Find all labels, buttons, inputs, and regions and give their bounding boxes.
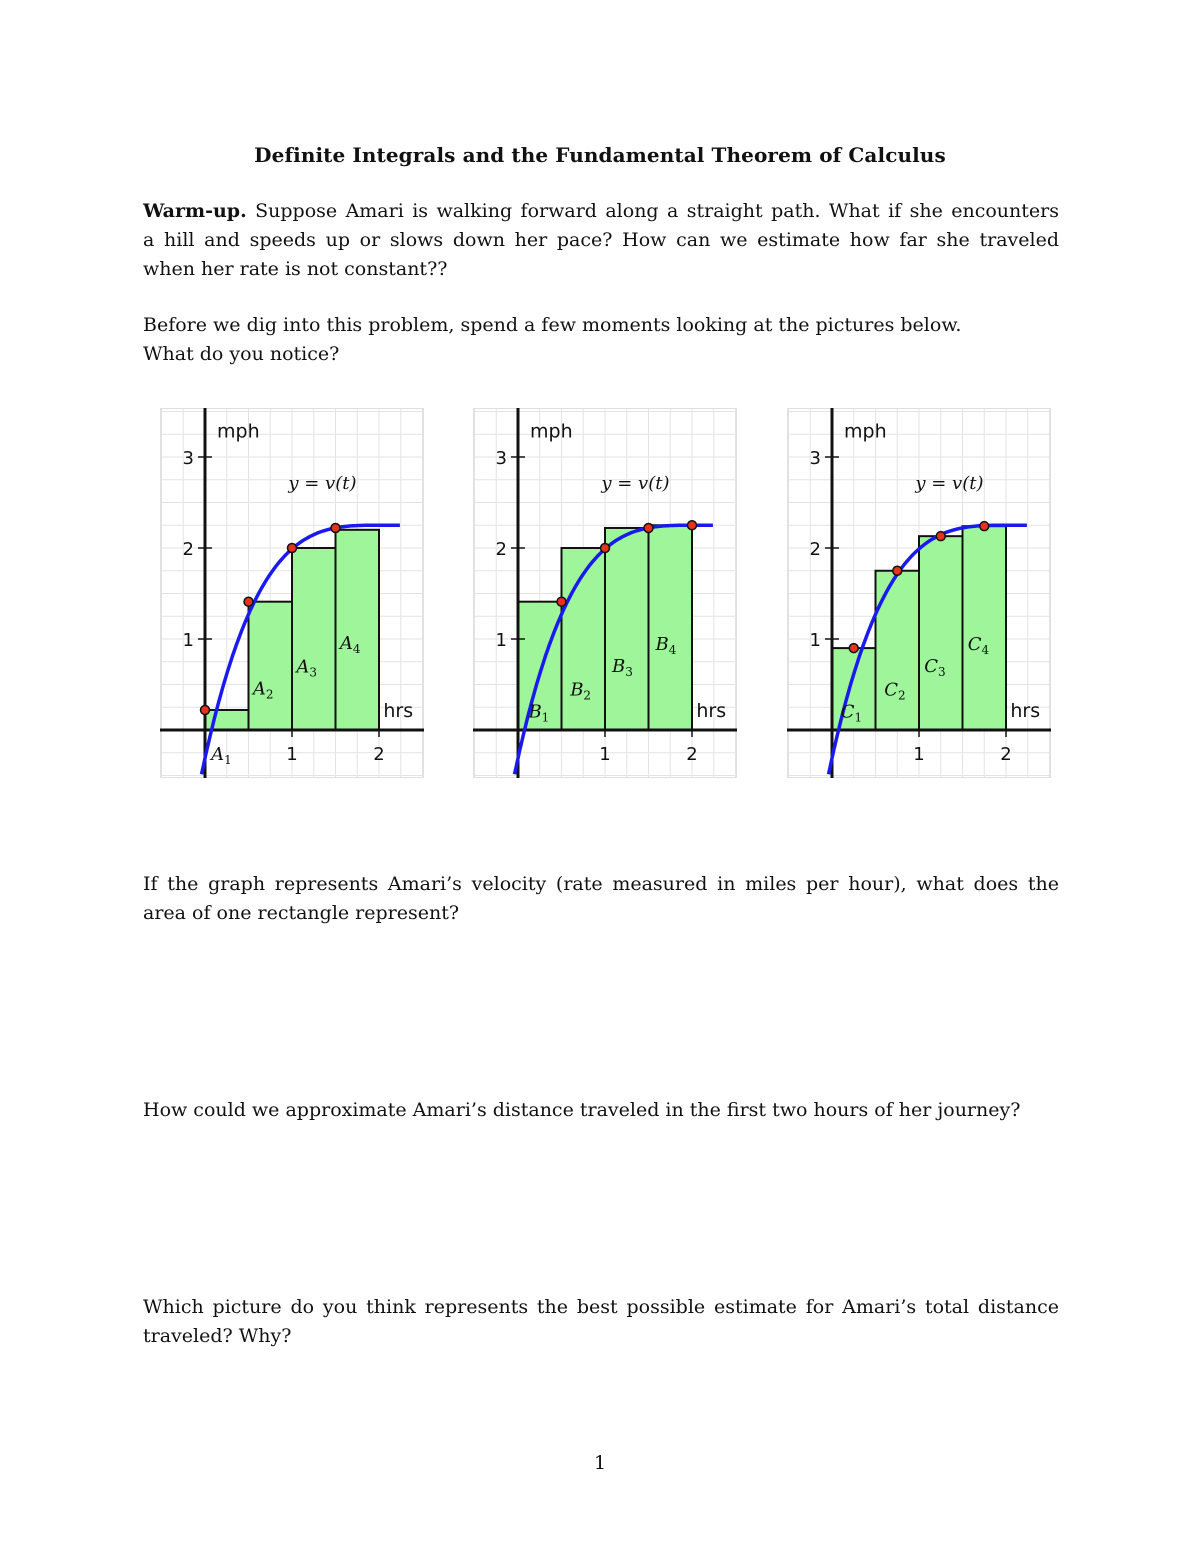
sample-point [244,597,253,606]
riemann-rect-2 [876,571,920,730]
y-tick-label: 2 [495,539,507,560]
x-tick-label: 1 [286,744,298,765]
riemann-rectangles [832,526,1006,730]
rect-label-C2: $C_2$ [884,679,906,703]
rect-label-A1: $A_1$ [211,744,232,768]
y-tick-label: 2 [809,539,821,560]
riemann-rect-3 [292,548,336,730]
sample-point [849,644,858,653]
question-3-line-1: Which picture do you think represents the best possible estimate for Amari’s total distance [143,1296,1059,1318]
riemann-rect-4 [336,530,380,730]
warmup-paragraph [143,197,1059,284]
intro-line-2: What do you notice? [143,343,340,365]
plot-svg [160,408,424,778]
page-title: Definite Integrals and the Fundamental Theorem of Calculus [254,143,946,167]
intro-line-1: Before we dig into this problem, spend a few moments looking at the pictures below. [143,314,962,336]
y-axis-label: mph [530,420,573,443]
warmup-label: Warm-up. [143,200,247,222]
question-1-line-1: If the graph represents Amari’s velocity (rate measured in miles per hour), what does the [143,873,1059,895]
question-3 [143,1293,1059,1351]
sample-point [601,544,610,553]
curve-label: y = v(t) [601,472,670,494]
sample-point [288,544,297,553]
riemann-rectangles [205,530,379,730]
rect-label-C3: $C_3$ [924,655,946,679]
sample-point [980,522,989,531]
x-axis-label: hrs [1010,700,1041,722]
sample-point [644,523,653,532]
curve-label: y = v(t) [915,472,984,494]
rect-label-B3: $B_3$ [611,655,633,679]
warmup-line-1: Suppose Amari is walking forward along a straight path. What if she encounters [255,200,1059,222]
question-1 [143,870,1059,928]
sample-point [557,597,566,606]
x-tick-label: 2 [373,744,385,765]
question-3-line-2: traveled? Why? [143,1325,292,1347]
rect-label-A2: $A_2$ [252,678,274,702]
intro-paragraph [143,311,1059,369]
rect-label-B2: $B_2$ [570,679,592,703]
curve-label: y = v(t) [288,472,357,494]
sample-point [688,521,697,530]
page-number: 1 [593,1452,607,1474]
rect-label-A3: $A_3$ [296,656,317,680]
riemann-rect-3 [605,528,649,730]
riemann-rect-4 [649,525,693,730]
sample-point [936,532,945,541]
y-tick-label: 2 [182,539,194,560]
riemann-rectangles [518,525,692,730]
question-2: How could we approximate Amari’s distance traveled in the first two hours of her journey? [143,1099,1021,1121]
question-1-line-2: area of one rectangle represent? [143,902,460,924]
sample-point [201,705,210,714]
y-tick-label: 1 [495,630,507,651]
x-tick-label: 1 [599,744,611,765]
sample-point [893,566,902,575]
x-axis-label: hrs [696,700,727,722]
warmup-line-2: a hill and speeds up or slows down her pace? How can we estimate how far she traveled [143,229,1059,251]
y-tick-label: 1 [182,630,194,651]
warmup-line-3: when her rate is not constant?? [143,258,448,280]
rect-label-C4: $C_4$ [967,633,990,657]
riemann-rect-3 [919,536,963,730]
x-tick-label: 2 [1000,744,1012,765]
y-axis-label: mph [844,420,887,443]
rect-label-A4: $A_4$ [339,633,361,657]
riemann-plot-c [787,408,1051,778]
riemann-rect-2 [249,602,293,730]
x-axis-label: hrs [383,700,414,722]
y-tick-label: 3 [182,448,194,469]
plot-svg [787,408,1051,778]
y-axis-label: mph [217,420,260,443]
x-tick-label: 2 [686,744,698,765]
y-tick-label: 3 [495,448,507,469]
rect-label-C1: $C_1$ [840,701,863,725]
riemann-plot-a [160,408,424,778]
riemann-plot-b [473,408,737,778]
plot-svg [473,408,737,778]
sample-point [331,523,340,532]
riemann-rect-4 [963,526,1007,730]
y-tick-label: 1 [809,630,821,651]
x-tick-label: 1 [913,744,925,765]
y-tick-label: 3 [809,448,821,469]
rect-label-B4: $B_4$ [655,633,677,657]
rect-label-B1: $B_1$ [528,701,550,725]
